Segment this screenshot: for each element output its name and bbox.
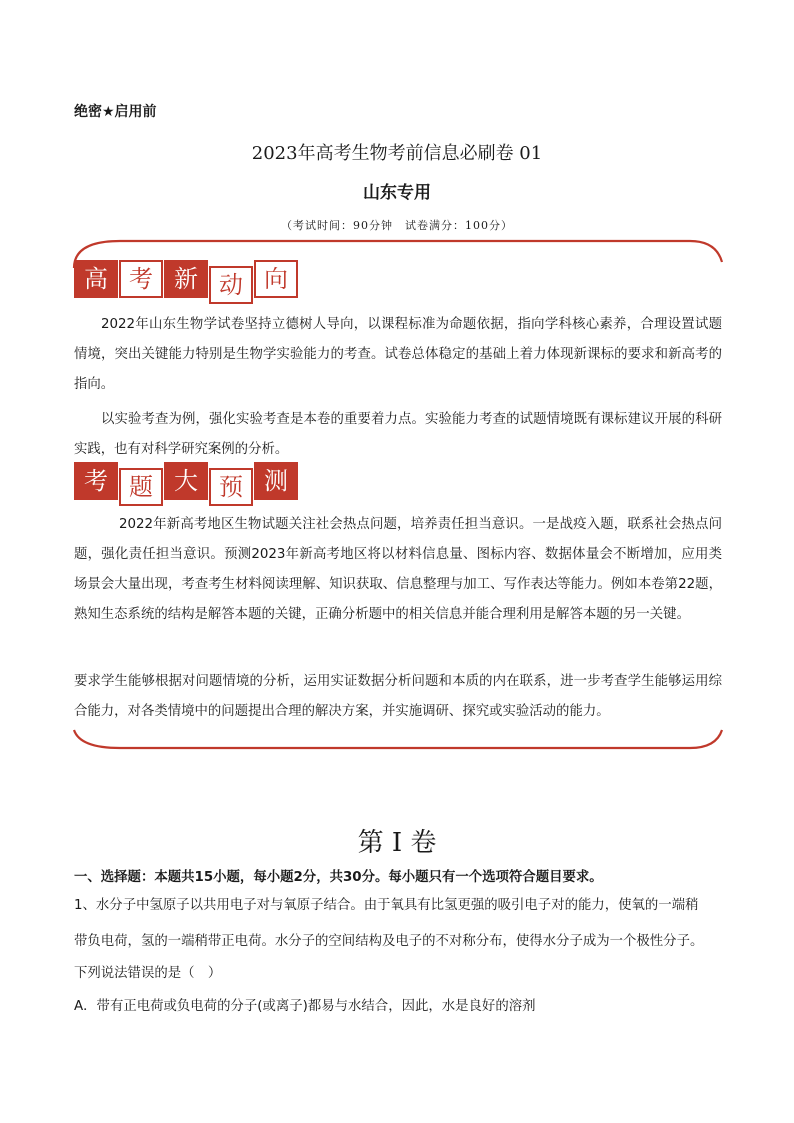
volume-title: 第 I 卷: [357, 828, 437, 858]
question-1-stem-line: 带负电荷，氢的一端稍带正电荷。水分子的空间结构及电子的不对称分布，使得水分子成为一个极性分子。: [74, 934, 704, 949]
banner-char: 高: [74, 260, 118, 298]
exam-title: 2023年高考生物考前信息必刷卷 01: [251, 143, 543, 164]
question-1-option-a: A．带有正电荷或负电荷的分子(或离子)都易与水结合，因此，水是良好的溶剂: [74, 999, 536, 1014]
banner-char: 大: [164, 462, 208, 500]
banner-char: 题: [119, 468, 163, 506]
exam-subtitle: 山东专用: [363, 183, 431, 203]
yuce-paragraph-1: 2022年新高考地区生物试题关注社会热点问题，培养责任担当意识。一是战疫入题，联系社会热点问题，强化责任担当意识。预测2023年新高考地区将以材料信息量、图标内容、数据体量会不断增加，应用类场景会大量出现，考查考生材料阅读理解、知识获取、信息整理与加工、写作表达等能力。例如本卷第22题，熟知生态系统的结构是解答本题的关键，正确分析题中的相关信息并能合理利用是解答本题的另一关键。: [74, 517, 722, 622]
dongxiang-paragraph-2: 以实验考查为例，强化实验考查是本卷的重要着力点。实验能力考查的试题情境既有课标建议开展的科研实践，也有对科学研究案例的分析。: [74, 412, 722, 457]
banner-char: 考: [74, 462, 118, 500]
banner-gaokao-xindongxiang: [74, 260, 298, 298]
banner-char: 预: [209, 468, 253, 506]
yuce-paragraph-2: 要求学生能够根据对问题情境的分析，运用实证数据分析问题和本质的内在联系，进一步考查学生能够运用综合能力，对各类情境中的问题提出合理的解决方案，并实施调研、探究或实验活动的能力。: [74, 674, 722, 719]
dongxiang-paragraph-1: 2022年山东生物学试卷坚持立德树人导向，以课程标准为命题依据，指向学科核心素养，合理设置试题情境，突出关键能力特别是生物学实验能力的考查。试卷总体稳定的基础上着力体现新课标的要求和新高考的指向。: [74, 317, 722, 392]
question-1-stem-line: 1、水分子中氢原子以共用电子对与氧原子结合。由于氧具有比氢更强的吸引电子对的能力，使氧的一端稍: [74, 898, 699, 913]
confidential-label: 绝密★启用前: [74, 104, 157, 120]
banner-char: 考: [119, 260, 163, 298]
banner-char: 新: [164, 260, 208, 298]
exam-time-info: （考试时间：90分钟 试卷满分：100分）: [281, 219, 513, 232]
question-1-stem-line: 下列说法错误的是（ ）: [74, 966, 222, 981]
banner-char: 动: [209, 266, 253, 304]
banner-char: 测: [254, 462, 298, 500]
banner-char: 向: [254, 260, 298, 298]
banner-kaoti-dayuce: [74, 462, 298, 500]
section-instructions: 一、选择题：本题共15小题，每小题2分，共30分。每小题只有一个选项符合题目要求。: [74, 870, 603, 885]
